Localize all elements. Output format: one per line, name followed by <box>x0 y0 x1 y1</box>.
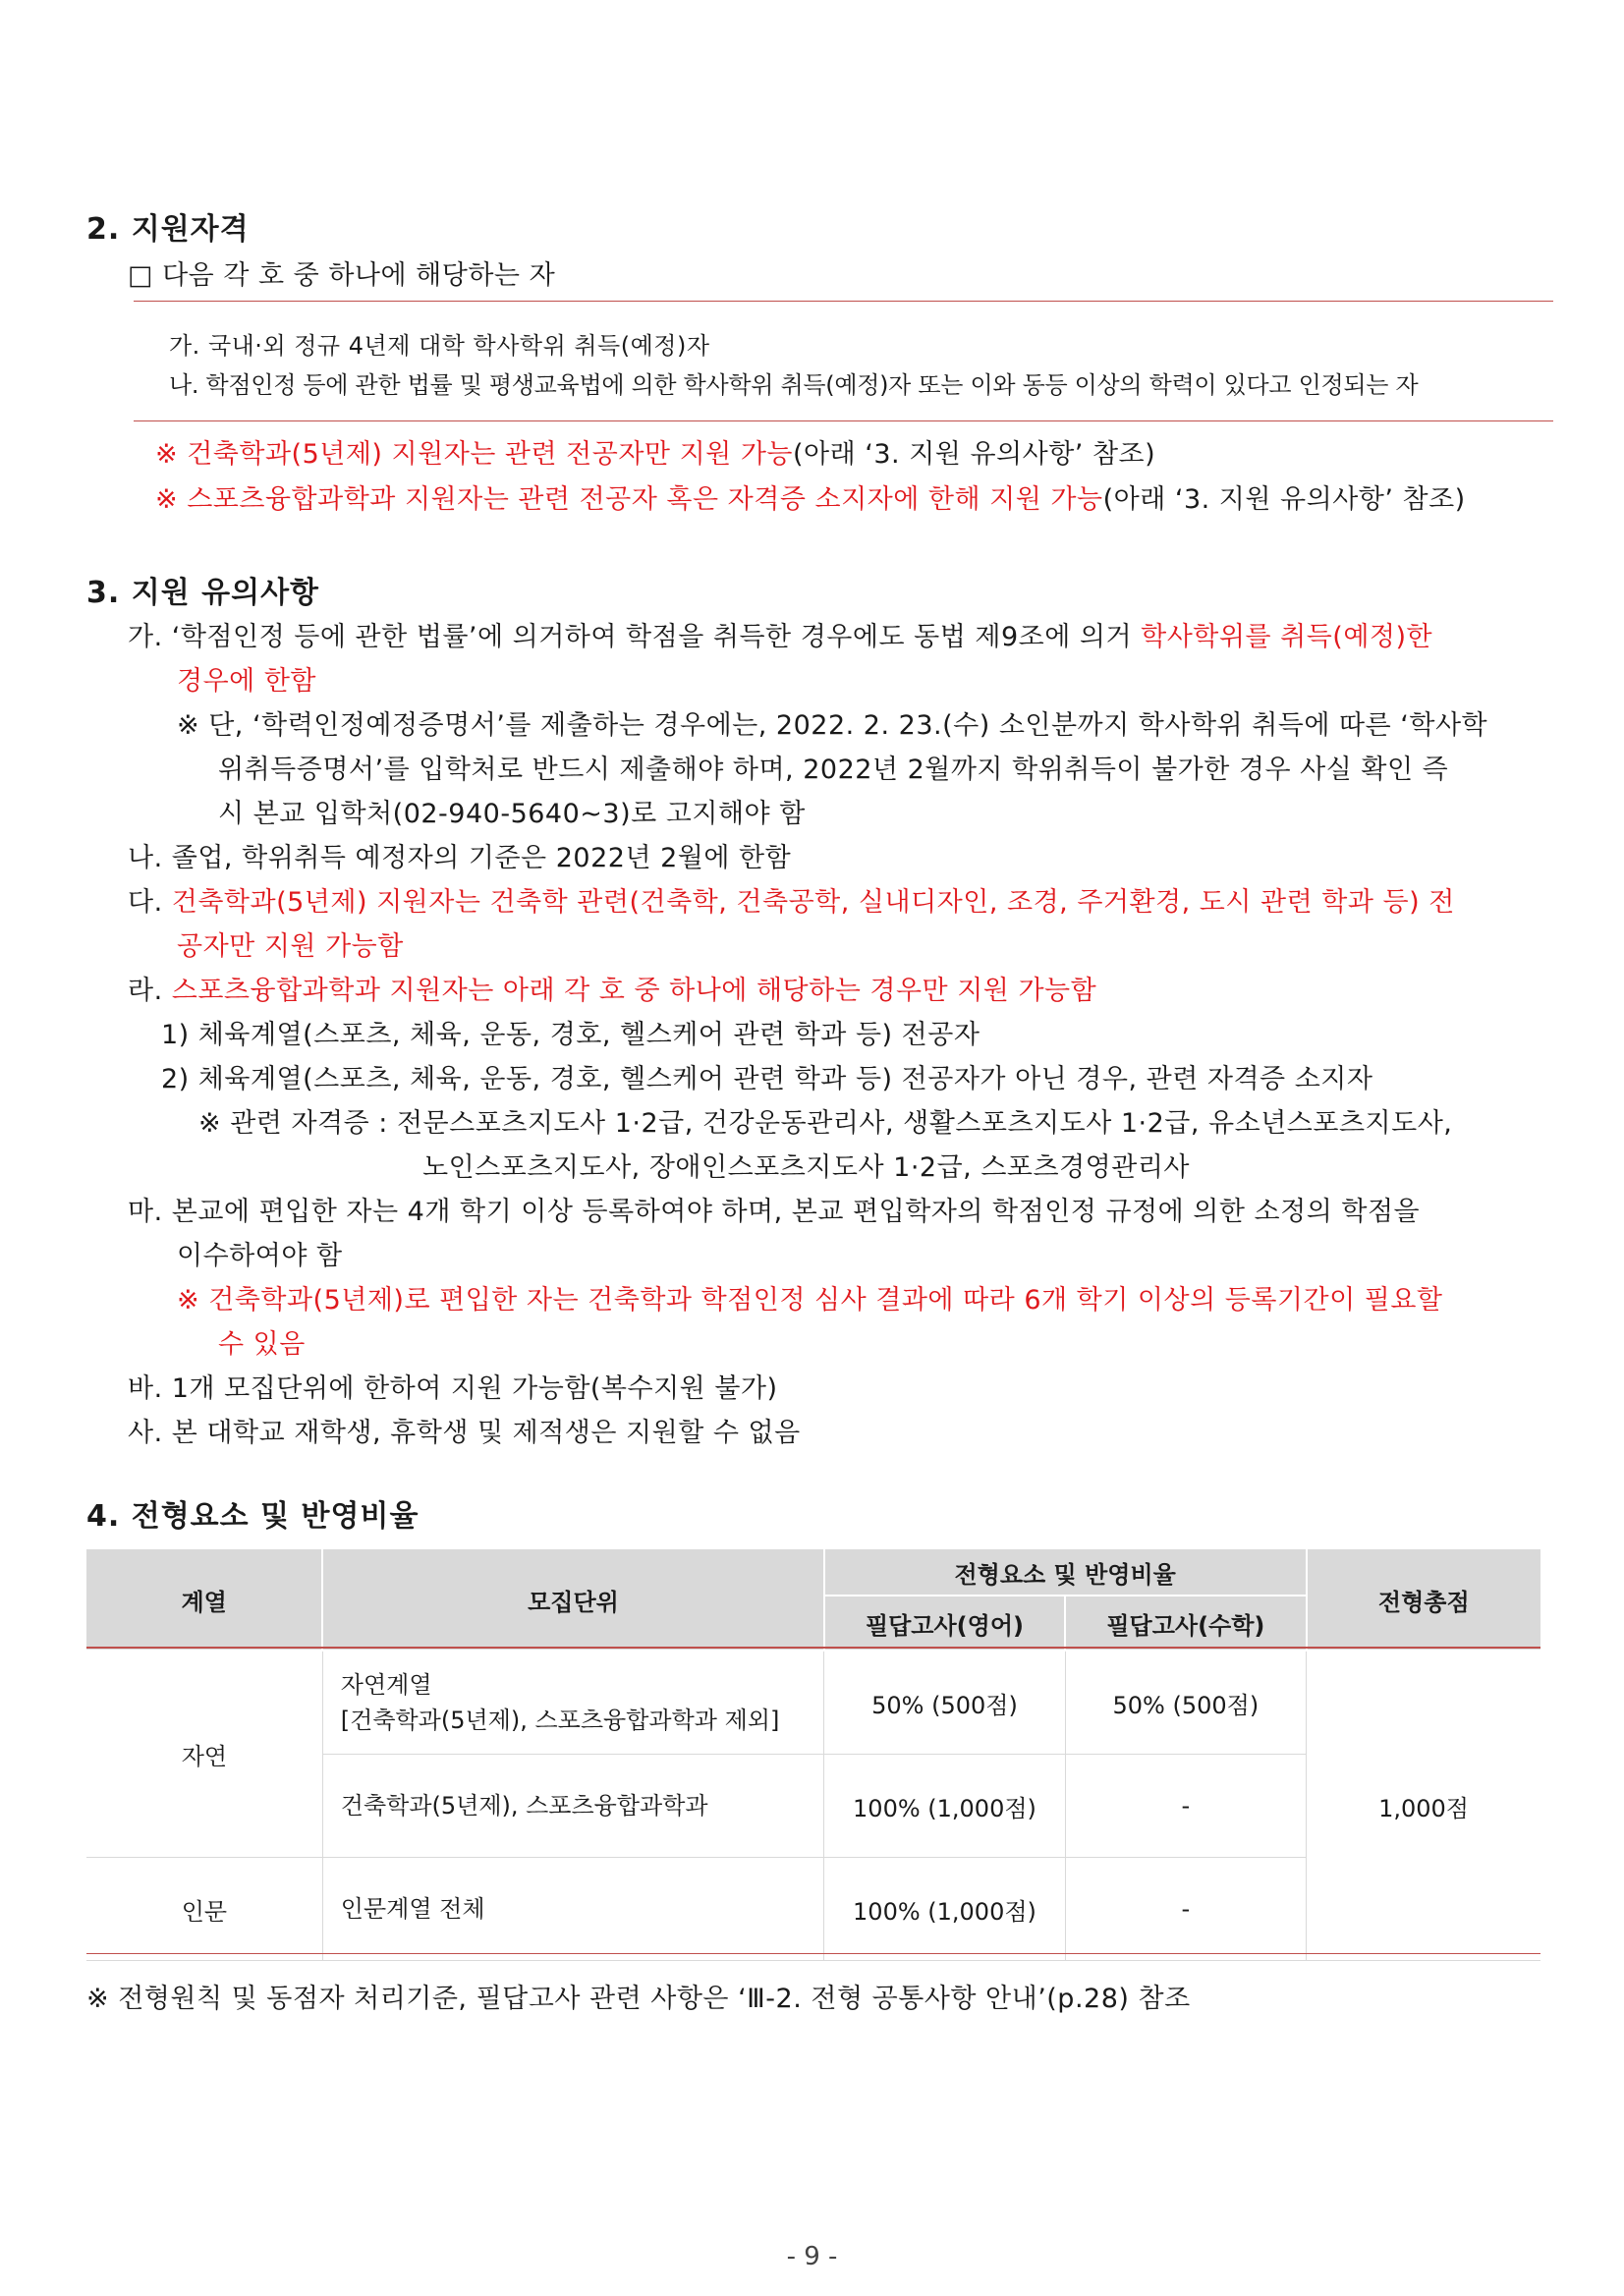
cell-english: 100% (1,000점) <box>824 1858 1065 1961</box>
cell-gyeyeol-nature: 자연 <box>86 1651 322 1858</box>
cell-unit-humanities: 인문계열 전체 <box>322 1858 823 1961</box>
qualification-item-ga: 가. 국내·외 정규 4년제 대학 학사학위 취득(예정)자 <box>169 332 710 360</box>
caution-ra-note-1: ※ 관련 자격증 : 전문스포츠지도사 1·2급, 건강운동관리사, 생활스포츠지도사 1·2급, 유소년스포츠지도사, <box>198 1108 1453 1139</box>
cell-gyeyeol-humanities: 인문 <box>86 1858 322 1961</box>
cell-english: 50% (500점) <box>824 1651 1065 1755</box>
cell-math: - <box>1065 1858 1306 1961</box>
note-sports: ※ 스포츠융합과학과 지원자는 관련 전공자 혹은 자격증 소지자에 한해 지원 가능(아래 ‘3. 지원 유의사항’ 참조) <box>155 484 1466 515</box>
cell-unit-architecture: 건축학과(5년제), 스포츠융합과학과 <box>322 1755 823 1858</box>
caution-ra: 라. 스포츠융합과학과 지원자는 아래 각 호 중 하나에 해당하는 경우만 지원 가능함 <box>128 976 1097 1006</box>
qualification-item-na: 나. 학점인정 등에 관한 법률 및 평생교육법에 의한 학사학위 취득(예정)자 또는 이와 동등 이상의 학력이 있다고 인정되는 자 <box>169 371 1419 399</box>
caution-ma-cont: 이수하여야 함 <box>177 1241 343 1271</box>
section-3-heading: 3. 지원 유의사항 <box>86 576 320 610</box>
table-header-divider <box>86 1647 1540 1649</box>
header-gyeyeol: 계열 <box>86 1548 322 1651</box>
caution-ra-note-2: 노인스포츠지도사, 장애인스포츠지도사 1·2급, 스포츠경영관리사 <box>422 1152 1190 1183</box>
header-unit: 모집단위 <box>322 1548 823 1651</box>
rule-top <box>134 301 1553 302</box>
caution-ga-note-1: ※ 단, ‘학력인정예정증명서’를 제출하는 경우에는, 2022. 2. 23.(수) 소인분까지 학사학위 취득에 따른 ‘학사학 <box>177 710 1488 741</box>
caution-na: 나. 졸업, 학위취득 예정자의 기준은 2022년 2월에 한함 <box>128 843 792 873</box>
caution-ma: 마. 본교에 편입한 자는 4개 학기 이상 등록하여야 하며, 본교 편입학자의 학점인정 규정에 의한 소정의 학점을 <box>128 1197 1421 1227</box>
table-header-row <box>86 1548 1540 1596</box>
cell-english: 100% (1,000점) <box>824 1755 1065 1858</box>
header-group: 전형요소 및 반영비율 <box>824 1548 1307 1596</box>
header-total: 전형총점 <box>1307 1548 1540 1651</box>
table-footnote: ※ 전형원칙 및 동점자 처리기준, 필답고사 관련 사항은 ‘Ⅲ-2. 전형 공통사항 안내’(p.28) 참조 <box>86 1984 1191 2014</box>
section-2-heading: 2. 지원자격 <box>86 212 250 247</box>
rule-bottom <box>134 420 1553 421</box>
cell-math: - <box>1065 1755 1306 1858</box>
section-2-intro: □ 다음 각 호 중 하나에 해당하는 자 <box>128 260 556 291</box>
cell-unit-nature: 자연계열 [건축학과(5년제), 스포츠융합과학과 제외] <box>322 1651 823 1755</box>
cell-total: 1,000점 <box>1307 1651 1540 1961</box>
caution-ba: 바. 1개 모집단위에 한하여 지원 가능함(복수지원 불가) <box>128 1373 778 1404</box>
caution-ma-note-2: 수 있음 <box>218 1329 306 1360</box>
section-4-heading: 4. 전형요소 및 반영비율 <box>86 1499 420 1534</box>
caution-da: 다. 건축학과(5년제) 지원자는 건축학 관련(건축학, 건축공학, 실내디자인, 조경, 주거환경, 도시 관련 학과 등) 전 <box>128 887 1455 918</box>
cell-math: 50% (500점) <box>1065 1651 1306 1755</box>
caution-ra-1: 1) 체육계열(스포츠, 체육, 운동, 경호, 헬스케어 관련 학과 등) 전공자 <box>161 1020 980 1050</box>
caution-ma-note-1: ※ 건축학과(5년제)로 편입한 자는 건축학과 학점인정 심사 결과에 따라 6개 학기 이상의 등록기간이 필요할 <box>177 1285 1443 1316</box>
caution-ga-cont: 경우에 한함 <box>177 666 316 697</box>
caution-ra-2: 2) 체육계열(스포츠, 체육, 운동, 경호, 헬스케어 관련 학과 등) 전공자가 아닌 경우, 관련 자격증 소지자 <box>161 1064 1373 1094</box>
header-math: 필답고사(수학) <box>1065 1596 1306 1651</box>
page-number: - 9 - <box>786 2242 838 2271</box>
header-english: 필답고사(영어) <box>824 1596 1065 1651</box>
caution-ga: 가. ‘학점인정 등에 관한 법률’에 의거하여 학점을 취득한 경우에도 동법 제9조에 의거 학사학위를 취득(예정)한 <box>128 622 1433 652</box>
caution-da-cont: 공자만 지원 가능함 <box>177 931 404 962</box>
note-architecture: ※ 건축학과(5년제) 지원자는 관련 전공자만 지원 가능(아래 ‘3. 지원 유의사항’ 참조) <box>155 439 1156 470</box>
caution-sa: 사. 본 대학교 재학생, 휴학생 및 제적생은 지원할 수 없음 <box>128 1418 801 1448</box>
caution-ga-note-2: 위취득증명서’를 입학처로 반드시 제출해야 하며, 2022년 2월까지 학위취득이 불가한 경우 사실 확인 즉 <box>218 755 1449 785</box>
caution-ga-note-3: 시 본교 입학처(02-940-5640~3)로 고지해야 함 <box>218 799 806 829</box>
selection-ratio-table <box>86 1547 1540 1961</box>
table-row <box>86 1651 1540 1755</box>
table-bottom-rule <box>86 1953 1540 1954</box>
